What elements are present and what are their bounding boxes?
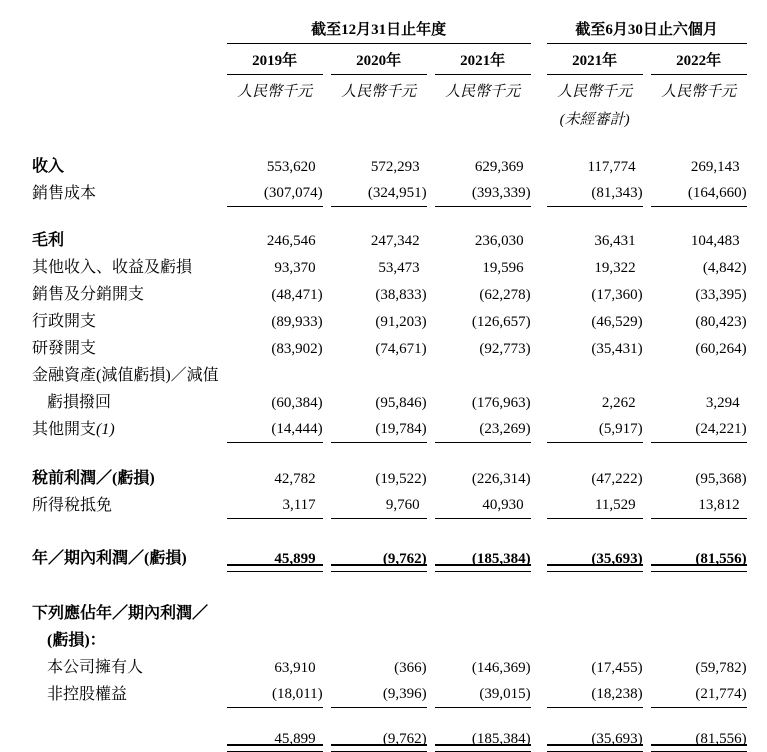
table-row <box>8 654 747 681</box>
value-text: (83,902) <box>271 341 323 357</box>
row-label: 所得稅抵免 <box>32 497 113 514</box>
value-text: 19,596 <box>482 260 524 276</box>
value-cell <box>539 362 643 389</box>
value-cell <box>435 465 531 492</box>
year-header-row <box>8 44 747 75</box>
value-cell <box>651 389 747 416</box>
value-cell <box>331 335 427 362</box>
value-text <box>740 606 747 622</box>
spacer-row <box>8 572 747 600</box>
value-cell <box>331 416 427 443</box>
value-text: (33,395) <box>695 287 747 303</box>
table-row <box>8 726 747 752</box>
value-text <box>636 633 643 649</box>
value-text: 9,760 <box>385 497 420 513</box>
value-text <box>316 633 323 649</box>
value-cell <box>331 545 427 572</box>
value-text: (47,222) <box>591 471 643 487</box>
row-label: (虧損)： <box>47 632 106 649</box>
row-label: 稅前利潤／(虧損) <box>32 470 155 487</box>
table-row <box>8 600 747 627</box>
value-cell <box>331 726 427 752</box>
value-cell <box>331 281 427 308</box>
table-row <box>8 389 747 416</box>
value-text: (81,343) <box>591 185 643 201</box>
value-text <box>420 606 427 622</box>
spacer-cell <box>8 131 747 153</box>
row-label: 行政開支 <box>32 313 97 330</box>
unit-label: 人民幣千元 <box>341 84 417 100</box>
value-cell <box>539 254 643 281</box>
row-label: 其他開支(1) <box>32 421 115 438</box>
value-text: (95,846) <box>375 395 427 411</box>
value-cell <box>651 153 747 180</box>
value-cell <box>435 545 531 572</box>
value-text: 11,529 <box>594 497 636 513</box>
value-cell <box>331 492 427 519</box>
value-cell <box>651 362 747 389</box>
value-text: 13,812 <box>698 497 740 513</box>
value-cell <box>227 627 323 654</box>
value-cell <box>227 362 323 389</box>
row-label: 其他收入、收益及虧損 <box>32 259 193 276</box>
value-cell <box>651 254 747 281</box>
value-text: 117,774 <box>587 159 636 175</box>
value-text: (81,556) <box>695 551 747 567</box>
row-label: 銷售成本 <box>32 185 97 202</box>
value-text: 3,117 <box>282 497 316 513</box>
empty-cell <box>8 44 219 75</box>
value-text <box>524 633 531 649</box>
table-row <box>8 254 747 281</box>
value-cell <box>539 545 643 572</box>
value-text: (18,238) <box>591 686 643 702</box>
value-cell <box>331 308 427 335</box>
unit-cell <box>539 75 643 103</box>
spacer-row <box>8 519 747 545</box>
value-text: 45,899 <box>274 731 316 747</box>
value-cell <box>331 465 427 492</box>
row-label: 虧損撥回 <box>47 394 112 411</box>
value-text: (35,431) <box>591 341 643 357</box>
unit-label: 人民幣千元 <box>661 84 737 100</box>
value-text: (126,657) <box>471 314 531 330</box>
value-cell <box>227 281 323 308</box>
unit-cell <box>435 75 531 103</box>
value-cell <box>651 416 747 443</box>
value-cell <box>331 389 427 416</box>
value-text: 104,483 <box>690 233 740 249</box>
value-text: (9,762) <box>382 551 427 567</box>
empty-cell <box>8 103 219 131</box>
value-text: 269,143 <box>690 159 740 175</box>
value-cell <box>539 465 643 492</box>
value-text: (39,015) <box>479 686 531 702</box>
financial-statement-table <box>0 8 755 752</box>
value-text <box>524 606 531 622</box>
unit-cell <box>651 75 747 103</box>
value-text: (5,917) <box>598 421 643 437</box>
value-text <box>740 633 747 649</box>
value-text: (4,842) <box>702 260 747 276</box>
spacer-row <box>8 207 747 227</box>
spacer-cell <box>8 443 747 465</box>
value-cell <box>651 281 747 308</box>
value-cell <box>651 545 747 572</box>
value-cell <box>651 308 747 335</box>
value-text: (17,455) <box>591 660 643 676</box>
value-cell <box>331 362 427 389</box>
value-cell <box>435 308 531 335</box>
value-text: (176,963) <box>471 395 531 411</box>
value-text: (307,074) <box>263 185 323 201</box>
table-row <box>8 492 747 519</box>
table-row <box>8 281 747 308</box>
value-text: (9,396) <box>382 686 427 702</box>
value-cell <box>651 492 747 519</box>
row-label: 下列應佔年／期內利潤／ <box>32 605 209 622</box>
value-cell <box>539 153 643 180</box>
unaudited-note-row <box>8 103 747 131</box>
value-text: (21,774) <box>695 686 747 702</box>
group-header-six-months <box>539 8 747 44</box>
value-cell <box>539 281 643 308</box>
value-text: (81,556) <box>695 731 747 747</box>
group-header-six-months-title: 截至6月30日止六個月 <box>547 8 747 44</box>
value-text <box>636 368 643 384</box>
value-text: 40,930 <box>482 497 524 513</box>
value-cell <box>539 227 643 254</box>
spacer-row <box>8 131 747 153</box>
value-cell <box>227 308 323 335</box>
value-text: 45,899 <box>274 551 316 567</box>
value-text: (60,264) <box>695 341 747 357</box>
value-text: (17,360) <box>591 287 643 303</box>
table-row <box>8 308 747 335</box>
value-cell <box>539 654 643 681</box>
value-cell <box>651 681 747 708</box>
value-text: 36,431 <box>594 233 636 249</box>
spacer-cell <box>8 708 747 726</box>
value-text: (80,423) <box>695 314 747 330</box>
value-text: (19,522) <box>375 471 427 487</box>
value-text: 63,910 <box>274 660 316 676</box>
value-cell <box>227 389 323 416</box>
value-text: 246,546 <box>266 233 316 249</box>
value-cell <box>331 254 427 281</box>
value-cell <box>227 416 323 443</box>
value-cell <box>651 227 747 254</box>
value-text: (62,278) <box>479 287 531 303</box>
value-text: (46,529) <box>591 314 643 330</box>
value-text <box>316 368 323 384</box>
value-text: 3,294 <box>705 395 740 411</box>
value-text: (226,314) <box>471 471 531 487</box>
value-cell <box>651 600 747 627</box>
value-text <box>524 368 531 384</box>
value-cell <box>435 492 531 519</box>
value-cell <box>227 545 323 572</box>
value-cell <box>435 362 531 389</box>
spacer-cell <box>8 207 747 227</box>
value-cell <box>435 654 531 681</box>
value-text: (18,011) <box>271 686 323 702</box>
footnote-marker: (1) <box>96 421 115 438</box>
value-text: (59,782) <box>695 660 747 676</box>
year-header-2020 <box>331 44 427 75</box>
year-label: 2022年 <box>651 44 747 75</box>
value-cell <box>539 180 643 207</box>
year-label: 2021年 <box>435 44 531 75</box>
value-cell <box>539 681 643 708</box>
unit-label: 人民幣千元 <box>445 84 521 100</box>
value-text: 53,473 <box>378 260 420 276</box>
value-text: (23,269) <box>479 421 531 437</box>
spacer-cell <box>8 572 747 600</box>
row-label: 本公司擁有人 <box>47 659 144 676</box>
value-cell <box>435 416 531 443</box>
value-text: (38,833) <box>375 287 427 303</box>
table-body <box>8 131 747 752</box>
spacer-row <box>8 443 747 465</box>
year-header-2019 <box>227 44 323 75</box>
row-label: 收入 <box>32 158 65 175</box>
unit-cell <box>331 75 427 103</box>
empty-cell <box>435 103 531 131</box>
unit-header-row <box>8 75 747 103</box>
value-cell <box>435 180 531 207</box>
value-text: (185,384) <box>471 551 531 567</box>
value-cell <box>651 654 747 681</box>
value-text: 236,030 <box>474 233 524 249</box>
value-text: (91,203) <box>375 314 427 330</box>
unaudited-note: (未經審計) <box>559 112 630 128</box>
value-text: (9,762) <box>382 731 427 747</box>
value-cell <box>539 416 643 443</box>
unaudited-note-cell <box>539 103 643 131</box>
value-cell <box>331 627 427 654</box>
value-text: (19,784) <box>375 421 427 437</box>
value-cell <box>539 335 643 362</box>
value-cell <box>435 600 531 627</box>
value-cell <box>227 654 323 681</box>
value-text: (366) <box>394 660 427 676</box>
value-cell <box>435 389 531 416</box>
table-row <box>8 180 747 207</box>
value-text <box>316 606 323 622</box>
value-text: (60,384) <box>271 395 323 411</box>
value-cell <box>331 600 427 627</box>
value-cell <box>651 465 747 492</box>
value-text: (185,384) <box>471 731 531 747</box>
value-cell <box>539 726 643 752</box>
row-label <box>8 726 219 752</box>
spacer-row <box>8 708 747 726</box>
value-cell <box>331 681 427 708</box>
empty-cell <box>651 103 747 131</box>
year-label: 2019年 <box>227 44 323 75</box>
value-cell <box>651 627 747 654</box>
value-cell <box>651 180 747 207</box>
value-cell <box>539 492 643 519</box>
value-cell <box>435 153 531 180</box>
value-text: 247,342 <box>370 233 420 249</box>
value-text: (35,693) <box>591 551 643 567</box>
value-cell <box>331 227 427 254</box>
value-text: 93,370 <box>274 260 316 276</box>
group-header-row <box>8 8 747 44</box>
value-cell <box>539 627 643 654</box>
empty-cell <box>8 75 219 103</box>
spacer-cell <box>8 519 747 545</box>
value-cell <box>435 681 531 708</box>
value-cell <box>435 227 531 254</box>
value-text: (89,933) <box>271 314 323 330</box>
value-text <box>420 368 427 384</box>
row-label: 研發開支 <box>32 340 97 357</box>
table-row <box>8 465 747 492</box>
unit-label: 人民幣千元 <box>557 84 633 100</box>
value-cell <box>539 600 643 627</box>
value-cell <box>331 153 427 180</box>
value-text: (74,671) <box>375 341 427 357</box>
value-text: (24,221) <box>695 421 747 437</box>
table-row <box>8 545 747 572</box>
group-header-year-end-title: 截至12月31日止年度 <box>227 8 531 44</box>
row-label: 銷售及分銷開支 <box>32 286 145 303</box>
value-text: 42,782 <box>274 471 316 487</box>
value-text: 553,620 <box>266 159 316 175</box>
value-cell <box>227 492 323 519</box>
table-row <box>8 627 747 654</box>
value-cell <box>227 335 323 362</box>
value-cell <box>227 681 323 708</box>
value-text: (48,471) <box>271 287 323 303</box>
table-header <box>8 8 747 131</box>
year-header-2021 <box>435 44 531 75</box>
value-cell <box>539 389 643 416</box>
table-row <box>8 362 747 389</box>
unit-cell <box>227 75 323 103</box>
value-text: 572,293 <box>370 159 420 175</box>
empty-cell <box>331 103 427 131</box>
value-cell <box>435 627 531 654</box>
table-row <box>8 416 747 443</box>
group-header-year-end <box>227 8 531 44</box>
table-row <box>8 335 747 362</box>
table-row <box>8 153 747 180</box>
year-label: 2021年 <box>547 44 643 75</box>
value-cell <box>651 335 747 362</box>
year-header-2022-interim <box>651 44 747 75</box>
empty-cell <box>227 103 323 131</box>
row-label: 年／期內利潤／(虧損) <box>32 550 187 567</box>
value-cell <box>227 254 323 281</box>
value-text: (92,773) <box>479 341 531 357</box>
value-text: (95,368) <box>695 471 747 487</box>
value-cell <box>651 726 747 752</box>
value-cell <box>227 227 323 254</box>
value-cell <box>539 308 643 335</box>
value-cell <box>435 281 531 308</box>
value-text: (146,369) <box>471 660 531 676</box>
row-label: 金融資產(減值虧損)／減值 <box>32 367 219 384</box>
corner-cell <box>8 8 219 44</box>
value-cell <box>435 254 531 281</box>
value-text: 19,322 <box>594 260 636 276</box>
value-text <box>740 368 747 384</box>
value-cell <box>331 654 427 681</box>
value-cell <box>227 153 323 180</box>
year-header-2021-interim <box>539 44 643 75</box>
value-text <box>636 606 643 622</box>
row-label: 非控股權益 <box>47 686 128 703</box>
value-text: (324,951) <box>367 185 427 201</box>
value-cell <box>435 335 531 362</box>
table-row <box>8 681 747 708</box>
value-text: 629,369 <box>474 159 524 175</box>
value-cell <box>227 180 323 207</box>
value-cell <box>227 600 323 627</box>
value-cell <box>227 726 323 752</box>
table-row <box>8 227 747 254</box>
value-text: 2,262 <box>601 395 636 411</box>
row-label: 毛利 <box>32 232 65 249</box>
value-text: (35,693) <box>591 731 643 747</box>
value-text: (393,339) <box>471 185 531 201</box>
value-text <box>420 633 427 649</box>
value-cell <box>331 180 427 207</box>
year-label: 2020年 <box>331 44 427 75</box>
value-text: (164,660) <box>687 185 747 201</box>
value-cell <box>435 726 531 752</box>
value-cell <box>227 465 323 492</box>
value-text: (14,444) <box>271 421 323 437</box>
unit-label: 人民幣千元 <box>237 84 313 100</box>
